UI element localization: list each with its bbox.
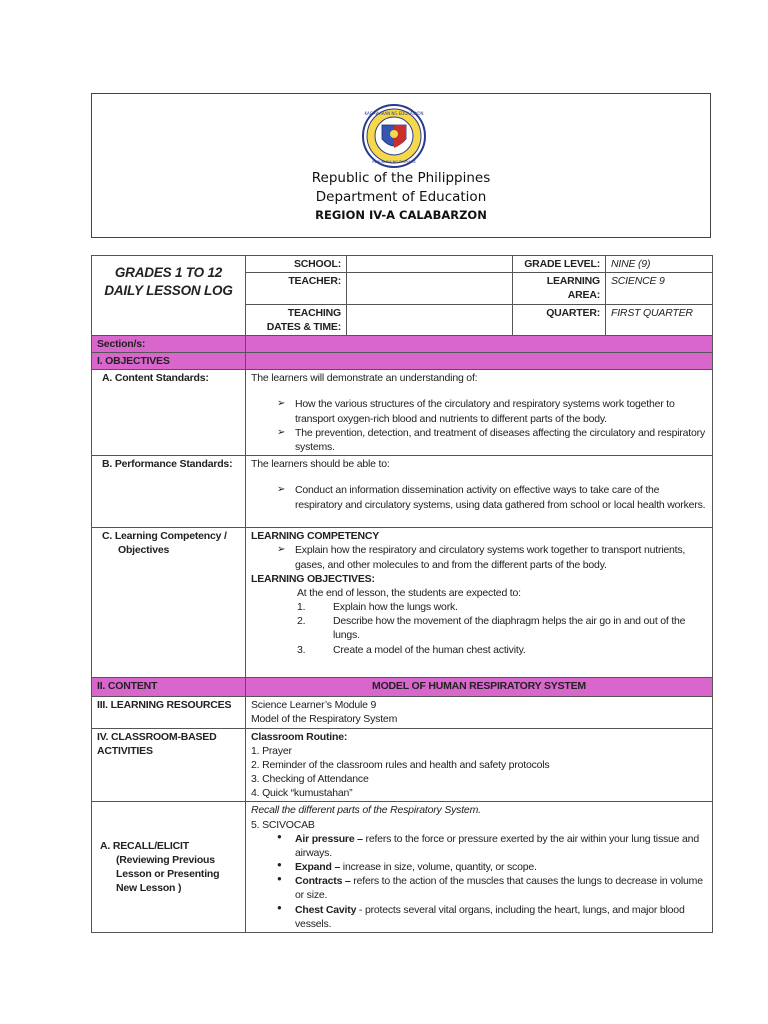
list-item	[297, 643, 707, 657]
learning-area-label	[513, 273, 606, 304]
quarter-value[interactable]: FIRST QUARTER	[606, 304, 713, 335]
performance-standards-list	[251, 483, 707, 511]
teacher-label: TEACHER:	[246, 273, 347, 304]
objectives-label: I. OBJECTIVES	[92, 353, 246, 370]
grade-level-value[interactable]: NINE (9)	[606, 256, 713, 273]
svg-text:REPUBLIKA NG PILIPINAS: REPUBLIKA NG PILIPINAS	[372, 160, 416, 164]
learning-area-label-2: AREA:	[567, 289, 600, 302]
performance-standards-label: B. Performance Standards:	[92, 456, 246, 528]
school-field[interactable]	[347, 256, 513, 273]
routine-heading: Classroom Routine:	[251, 730, 348, 743]
teaching-dates-label-1: TEACHING	[287, 306, 341, 319]
scivocab-heading: 5. SCIVOCAB	[251, 818, 315, 831]
list-item	[277, 832, 707, 860]
vocab-definition: refers to the force or pressure exerted by the air within your lung tissue and airways.	[295, 832, 699, 859]
deped-seal-logo	[355, 103, 433, 169]
item-number: 2.	[297, 615, 306, 628]
learning-resources-label: III. LEARNING RESOURCES	[92, 697, 246, 728]
list-item: 1. Prayer	[251, 744, 292, 757]
competency-list	[251, 543, 707, 571]
content-standards-intro: The learners will demonstrate an understanding of:	[251, 372, 478, 385]
list-item	[277, 903, 707, 931]
item-number: 3.	[297, 643, 306, 656]
vocab-definition: - protects several vital organs, including the heart, lungs, and major blood vessels.	[295, 903, 685, 930]
competency-heading: LEARNING COMPETENCY	[251, 530, 380, 543]
classroom-activities-label	[92, 728, 246, 802]
header-republic: Republic of the Philippines	[311, 170, 491, 186]
learning-area-label-1: LEARNING	[546, 275, 600, 288]
vocab-definition: refers to the action of the muscles that causes the lungs to decrease in volume or size.	[295, 875, 703, 902]
item-number: 1.	[297, 601, 306, 614]
resource-line: Model of the Respiratory System	[251, 713, 398, 726]
recall-label-4: New Lesson )	[116, 882, 182, 895]
header-region: REGION IV-A CALABARZON	[315, 208, 487, 222]
vocab-list	[251, 832, 707, 931]
learning-resources-cell	[246, 697, 713, 728]
resource-line: Science Learner’s Module 9	[251, 699, 377, 712]
recall-elicit-cell	[246, 802, 713, 933]
lesson-log-table	[91, 255, 713, 933]
list-item: ➢ Explain how the respiratory and circulatory systems work together to transport nutrients, gases, and other molecules to and from the different parts of the body.	[277, 543, 707, 571]
teacher-field[interactable]	[347, 273, 513, 304]
vocab-term: Expand –	[295, 861, 341, 874]
content-value: MODEL OF HUMAN RESPIRATORY SYSTEM	[246, 678, 713, 697]
item-text: Describe how the movement of the diaphragm helps the air go in and out of the lungs.	[333, 615, 686, 642]
vocab-definition: increase in size, volume, quantity, or scope.	[340, 861, 537, 874]
sections-label: Section/s:	[92, 335, 246, 352]
list-item	[297, 600, 707, 614]
dll-title-line1: GRADES 1 TO 12	[114, 265, 223, 280]
header-department: Department of Education	[315, 189, 487, 205]
classroom-routine-cell	[246, 728, 713, 802]
teaching-dates-field[interactable]	[347, 304, 513, 335]
performance-standards-intro: The learners should be able to:	[251, 458, 390, 471]
objectives-list	[251, 600, 707, 657]
list-item	[297, 614, 707, 642]
content-standards-cell	[246, 370, 713, 456]
learning-competency-cell	[246, 528, 713, 678]
classroom-activities-label-2: ACTIVITIES	[97, 744, 153, 757]
recall-label-2: (Reviewing Previous	[116, 854, 215, 866]
dll-title	[92, 256, 246, 336]
objectives-heading: LEARNING OBJECTIVES:	[251, 572, 375, 585]
content-standards-list	[251, 397, 707, 454]
performance-standards-cell	[246, 456, 713, 528]
recall-label-3: Lesson or Presenting	[116, 868, 220, 881]
learning-competency-label-2: Objectives	[118, 544, 170, 557]
recall-elicit-label	[92, 802, 246, 933]
list-item: ➢ How the various structures of the circulatory and respiratory systems work together to transport oxygen-rich blood and nutrients to different parts of the body.	[277, 397, 707, 425]
vocab-term: Air pressure –	[295, 832, 363, 845]
learning-competency-label	[92, 528, 246, 678]
list-item: 4. Quick “kumustahan”	[251, 787, 353, 800]
teaching-dates-label-2: DATES & TIME:	[266, 320, 341, 333]
quarter-label: QUARTER:	[513, 304, 606, 335]
recall-label-1: A. RECALL/ELICIT	[100, 839, 189, 852]
list-item: ➢ The prevention, detection, and treatment of diseases affecting the circulatory and respiratory systems.	[277, 426, 707, 454]
vocab-term: Contracts –	[295, 875, 351, 888]
item-text: Create a model of the human chest activity.	[333, 643, 526, 656]
content-standards-label: A. Content Standards:	[92, 370, 246, 456]
list-item	[277, 874, 707, 902]
list-item: 2. Reminder of the classroom rules and health and safety protocols	[251, 758, 550, 771]
objectives-band	[246, 353, 713, 370]
dll-title-line2: DAILY LESSON LOG	[104, 283, 233, 299]
vocab-term: Chest Cavity	[295, 903, 357, 916]
classroom-activities-label-1: IV. CLASSROOM-BASED	[97, 730, 217, 743]
svg-text:KAGAWARAN NG EDUKASYON: KAGAWARAN NG EDUKASYON	[364, 111, 424, 116]
list-item: 3. Checking of Attendance	[251, 773, 369, 786]
learning-competency-label-1: C. Learning Competency /	[102, 530, 227, 543]
recall-intro: Recall the different parts of the Respiratory System.	[251, 804, 481, 817]
item-text: Explain how the lungs work.	[333, 601, 458, 614]
objectives-intro: At the end of lesson, the students are expected to:	[297, 586, 521, 599]
sections-field[interactable]	[246, 335, 713, 352]
content-label: II. CONTENT	[92, 678, 246, 697]
teaching-dates-label	[246, 304, 347, 335]
school-label: SCHOOL:	[246, 256, 347, 273]
list-item: ➢ Conduct an information dissemination activity on effective ways to take care of the respiratory and circulatory systems, using data gathered from school or local health workers.	[277, 483, 707, 511]
list-item	[277, 860, 707, 874]
grade-level-label: GRADE LEVEL:	[513, 256, 606, 273]
learning-area-value[interactable]: SCIENCE 9	[606, 273, 713, 304]
